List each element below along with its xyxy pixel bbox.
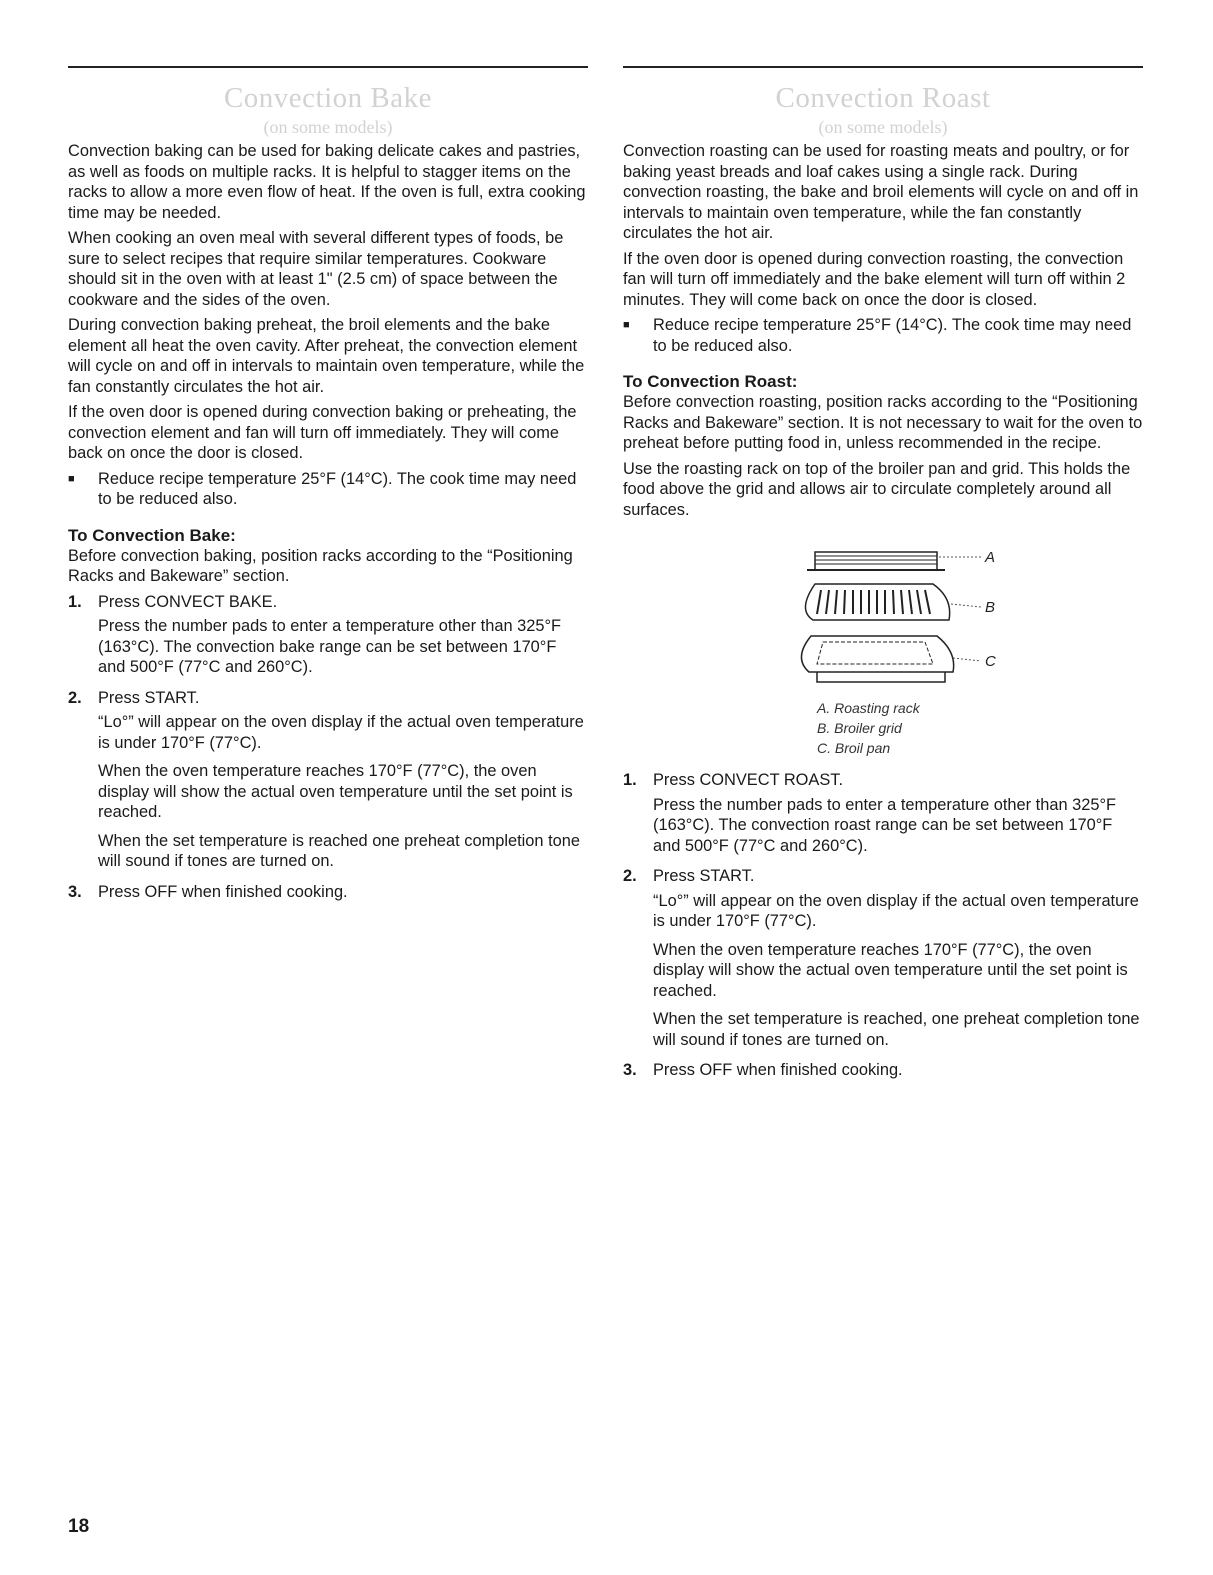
step-text: Press START. (653, 867, 755, 885)
figure-caption: C. Broil pan (817, 740, 891, 756)
broiler-grid-drawing (805, 584, 981, 620)
paragraph: Convection baking can be used for baking delicate cakes and pastries, as well as foods on multiple racks. It is helpful to stagger items on the racks to allow a more even flow of heat. If the oven is full, extra cooking time may be needed. (68, 142, 586, 222)
subheading: To Convection Bake: (68, 525, 236, 545)
broiler-pan-figure (623, 540, 1143, 760)
bullet-square-icon: ■ (68, 472, 75, 485)
step-number: 2. (623, 867, 637, 885)
bullet-text: Reduce recipe temperature 25°F (14°C). The cook time may need to be reduced also. (653, 316, 1132, 355)
step-text: Press START. (98, 688, 200, 707)
paragraph: Before convection baking, position racks according to the “Positioning Racks and Bakeware” section. (68, 546, 573, 585)
figure-label-b: B (985, 599, 996, 616)
paragraph: If the oven door is opened during convection roasting, the convection fan will turn off immediately and the bake element will turn off within 2 minutes. They will come back on once the door is closed. (623, 249, 1126, 309)
step-text: Press CONVECT ROAST. (653, 771, 844, 789)
bullet-square-icon: ■ (623, 319, 630, 331)
section-rule (623, 66, 1143, 68)
paragraph: During convection baking preheat, the broil elements and the bake element all heat the oven cavity. After preheat, the convection element will cycle on and off in intervals to maintain oven temperature, while the fan constantly circulates the hot air. (68, 316, 585, 396)
step-number: 2. (68, 688, 82, 707)
step-body (653, 866, 1143, 1058)
convection-bake-section (68, 66, 588, 906)
step-item (623, 1060, 1143, 1085)
paragraph: When cooking an oven meal with several different types of foods, be sure to select recipes that require similar temperatures. Cookware should sit in the oven with at least 1" (2.5 cm) of space between the cookware and the sides of the oven. (68, 229, 564, 309)
step-text: When the oven temperature reaches 170°F (77°C), the oven display will show the actual oven temperature until the set point is reached. (98, 762, 573, 821)
step-number: 1. (68, 592, 82, 611)
step-item (623, 770, 1143, 864)
step-text: Press CONVECT BAKE. (98, 592, 278, 611)
section-title: Convection Roast (775, 82, 991, 114)
step-text: When the oven temperature reaches 170°F (77°C), the oven display will show the actual oven temperature until the set point is reached. (653, 940, 1128, 1000)
step-body (98, 882, 348, 907)
step-body (653, 770, 1143, 864)
bullet-text: Reduce recipe temperature 25°F (14°C). The cook time may need to be reduced also. (98, 469, 577, 508)
step-item (68, 688, 588, 880)
section-title: Convection Bake (223, 82, 433, 114)
step-item (623, 866, 1143, 1058)
figure-caption: A. Roasting rack (817, 700, 920, 716)
broil-pan-drawing (801, 636, 981, 682)
broiler-pan-illustration (793, 540, 1013, 690)
step-text: “Lo°” will appear on the oven display if the actual oven temperature is under 170°F (77°C). (98, 713, 584, 752)
figure-caption: B. Broiler grid (817, 720, 902, 736)
step-body (98, 688, 588, 880)
steps-list (68, 592, 588, 907)
subheading: To Convection Roast: (623, 372, 798, 391)
step-text: Press OFF when finished cooking. (653, 1061, 903, 1079)
paragraph: If the oven door is opened during convection baking or preheating, the convection element and fan will turn off immediately. They will come back on once the door is closed. (68, 403, 577, 462)
page-number: 18 (68, 1516, 90, 1537)
step-body (653, 1060, 903, 1085)
step-text: “Lo°” will appear on the oven display if the actual oven temperature is under 170°F (77°C). (653, 891, 1139, 930)
section-rule (68, 66, 588, 68)
step-number: 3. (623, 1061, 637, 1079)
step-text: Press OFF when finished cooking. (98, 882, 348, 901)
figure-label-a: A (985, 549, 996, 566)
paragraph: Convection roasting can be used for roasting meats and poultry, or for baking yeast breads and loaf cakes using a single rack. During convection roasting, the bake and broil elements will cycle on and off in intervals to maintain oven temperature, while the fan constantly circulates the hot air. (623, 142, 1139, 242)
step-text: When the set temperature is reached one preheat completion tone will sound if tones are turned on. (98, 831, 580, 870)
step-number: 1. (623, 771, 637, 789)
step-number: 3. (68, 882, 82, 901)
step-text: When the set temperature is reached, one preheat completion tone will sound if tones are turned on. (653, 1010, 1140, 1049)
bullet-item (623, 315, 1143, 356)
convection-roast-section (623, 66, 1143, 1085)
step-item (68, 882, 588, 907)
step-text: Press the number pads to enter a temperature other than 325°F (163°C). The convection roast range can be set between 170°F and 500°F (77°C and 260°C). (653, 795, 1117, 855)
section-subtitle: (on some models) (818, 117, 948, 137)
paragraph: Before convection roasting, position racks according to the “Positioning Racks and Bakeware” section. It is not necessary to wait for the oven to preheat before putting food in, unless recommended in the recipe. (623, 393, 1143, 452)
step-text: Press the number pads to enter a temperature other than 325°F (163°C). The convection bake range can be set between 170°F and 500°F (77°C and 260°C). (98, 617, 562, 676)
bullet-item (68, 469, 588, 510)
step-body (98, 592, 588, 686)
paragraph: Use the roasting rack on top of the broiler pan and grid. This holds the food above the grid and allows air to circulate completely around all surfaces. (623, 459, 1131, 519)
steps-list (623, 770, 1143, 1085)
section-subtitle: (on some models) (263, 117, 393, 137)
step-item (68, 592, 588, 686)
roasting-rack-drawing (807, 552, 981, 570)
figure-label-c: C (985, 653, 996, 670)
